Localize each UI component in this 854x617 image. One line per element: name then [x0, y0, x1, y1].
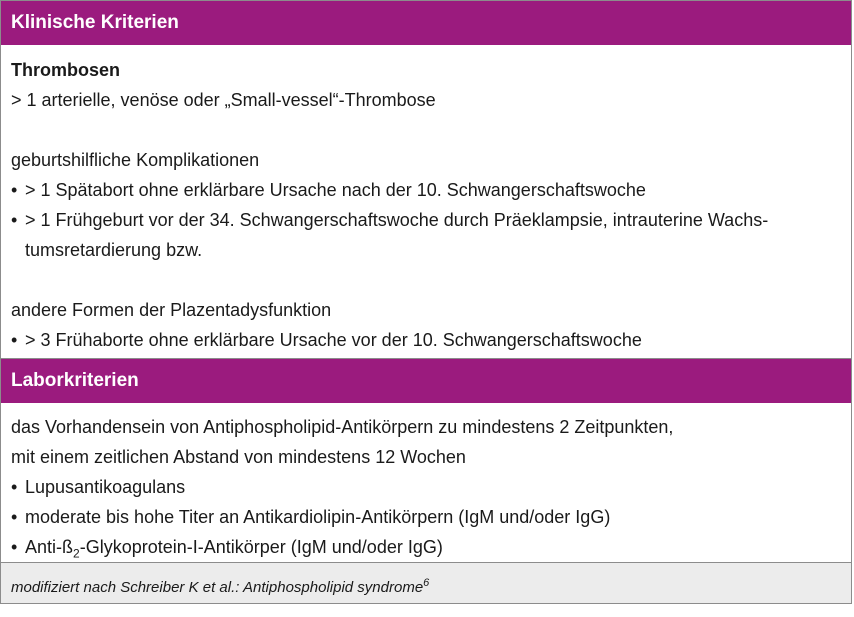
clinical-criteria-section — [1, 45, 851, 359]
list-item: • > 1 Frühgeburt vor der 34. Schwangerschaftswoche durch Präeklampsie, intrauterine Wachs- — [11, 205, 841, 235]
geburt-title: geburtshilfliche Komplikationen — [11, 150, 260, 170]
plazenta-title: andere Formen der Plazentadysfunktion — [11, 300, 332, 320]
lab-intro-line1: das Vorhandensein von Antiphospholipid-Antikörpern zu mindestens 2 Zeitpunkten, — [11, 417, 674, 437]
list-item: • > 3 Frühaborte ohne erklärbare Ursache vor der 10. Schwangerschaftswoche — [11, 325, 841, 355]
list-item-continuation: tumsretardierung bzw. — [25, 240, 203, 260]
footnote-ref: 6 — [423, 577, 430, 589]
bullet: • — [11, 180, 18, 200]
lab-criteria-section — [1, 403, 851, 563]
lab-criteria-header: Laborkriterien — [1, 359, 851, 403]
thrombosen-title: Thrombosen — [11, 60, 121, 80]
list-item: • Lupusantikoagulans — [11, 472, 841, 502]
thrombosen-text: > 1 arterielle, venöse oder „Small-vessel“-Thrombose — [11, 90, 436, 110]
list-item: • moderate bis hohe Titer an Antikardiolipin-Antikörpern (IgM und/oder IgG) — [11, 502, 841, 532]
bullet: • — [11, 507, 18, 527]
clinical-criteria-header: Klinische Kriterien — [1, 1, 851, 45]
list-item: • > 1 Spätabort ohne erklärbare Ursache nach der 10. Schwangerschaftswoche — [11, 175, 841, 205]
bullet: • — [11, 210, 18, 230]
source-footnote: modifiziert nach Schreiber K et al.: Antiphospholipid syndrome$^6$ — [1, 563, 851, 603]
bullet: • — [11, 477, 18, 497]
list-item: • Anti-$ß_2-Glykoprotein-I$-Antikörper (IgM und/oder IgG) — [11, 532, 841, 569]
bullet: • — [11, 330, 18, 350]
bullet: • — [11, 537, 18, 557]
lab-intro-line2: mit einem zeitlichen Abstand von mindestens 12 Wochen — [11, 447, 466, 467]
